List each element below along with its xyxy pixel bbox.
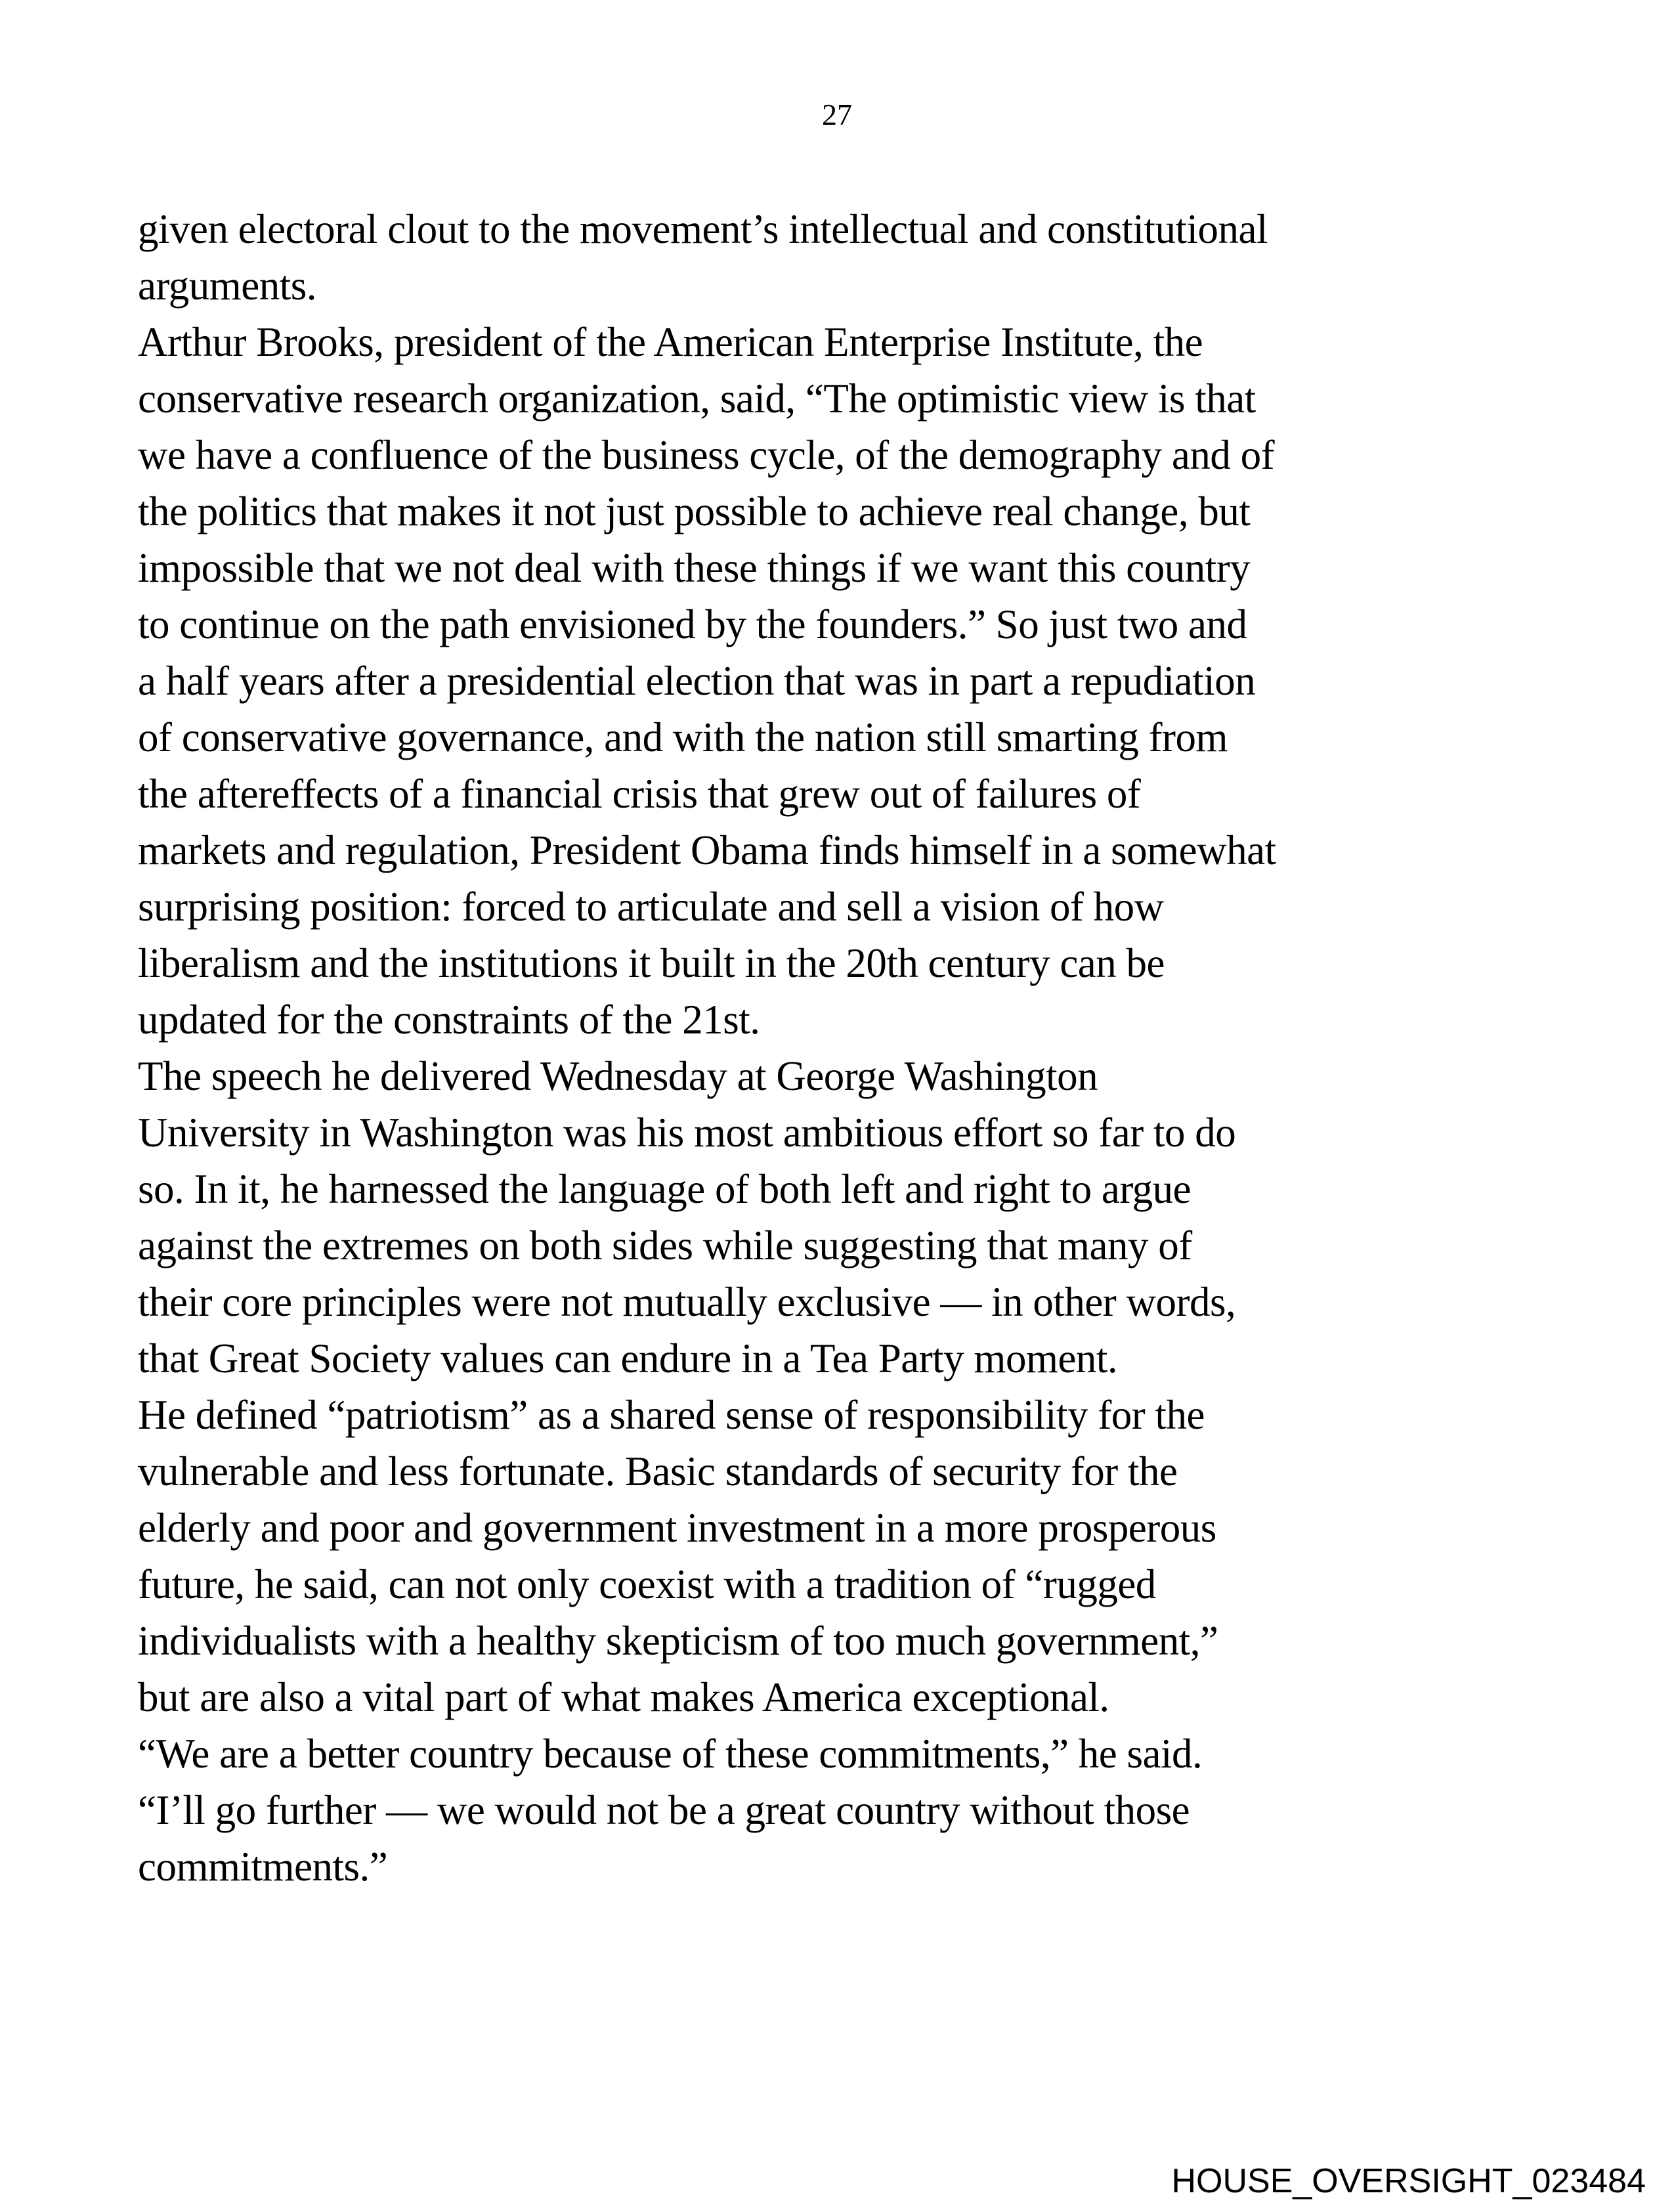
text-line: their core principles were not mutually exclusive — in other words, [138, 1279, 1236, 1325]
text-line: updated for the constraints of the 21st. [138, 997, 760, 1043]
text-line: we have a confluence of the business cycle, of the demography and of [138, 432, 1275, 478]
text-line: that Great Society values can endure in a Tea Party moment. [138, 1335, 1118, 1381]
page-number: 27 [822, 98, 852, 131]
text-line: the aftereffects of a financial crisis that grew out of failures of [138, 771, 1141, 817]
bates-number: HOUSE_OVERSIGHT_023484 [1171, 2162, 1646, 2200]
text-line: against the extremes on both sides while suggesting that many of [138, 1223, 1192, 1269]
text-line: “I’ll go further — we would not be a great country without those [138, 1787, 1190, 1833]
text-line: University in Washington was his most ambitious effort so far to do [138, 1110, 1236, 1156]
text-line: of conservative governance, and with the nation still smarting from [138, 714, 1228, 760]
text-line: future, he said, can not only coexist with a tradition of “rugged [138, 1561, 1156, 1607]
text-line: to continue on the path envisioned by the founders.” So just two and [138, 601, 1247, 647]
text-line: liberalism and the institutions it built in the 20th century can be [138, 940, 1165, 986]
text-line: Arthur Brooks, president of the American Enterprise Institute, the [138, 319, 1203, 365]
text-line: arguments. [138, 263, 317, 309]
text-line: a half years after a presidential election that was in part a repudiation [138, 658, 1256, 704]
text-line: The speech he delivered Wednesday at George Washington [138, 1053, 1098, 1099]
text-line: given electoral clout to the movement’s intellectual and constitutional [138, 206, 1268, 252]
text-line: “We are a better country because of these commitments,” he said. [138, 1731, 1203, 1777]
text-line: surprising position: forced to articulate and sell a vision of how [138, 884, 1164, 930]
text-line: impossible that we not deal with these things if we want this country [138, 545, 1251, 591]
text-line: conservative research organization, said, “The optimistic view is that [138, 376, 1256, 422]
text-line: commitments.” [138, 1844, 388, 1890]
text-line: markets and regulation, President Obama finds himself in a somewhat [138, 827, 1276, 873]
text-line: the politics that makes it not just possible to achieve real change, but [138, 488, 1251, 534]
text-line: He defined “patriotism” as a shared sense of responsibility for the [138, 1392, 1205, 1438]
text-line: individualists with a healthy skepticism of too much government,” [138, 1618, 1218, 1664]
text-line: elderly and poor and government investment in a more prosperous [138, 1505, 1216, 1551]
text-line: so. In it, he harnessed the language of both left and right to argue [138, 1166, 1191, 1212]
text-line: but are also a vital part of what makes America exceptional. [138, 1674, 1109, 1720]
body-text [138, 201, 1556, 1895]
text-line: vulnerable and less fortunate. Basic standards of security for the [138, 1448, 1178, 1494]
